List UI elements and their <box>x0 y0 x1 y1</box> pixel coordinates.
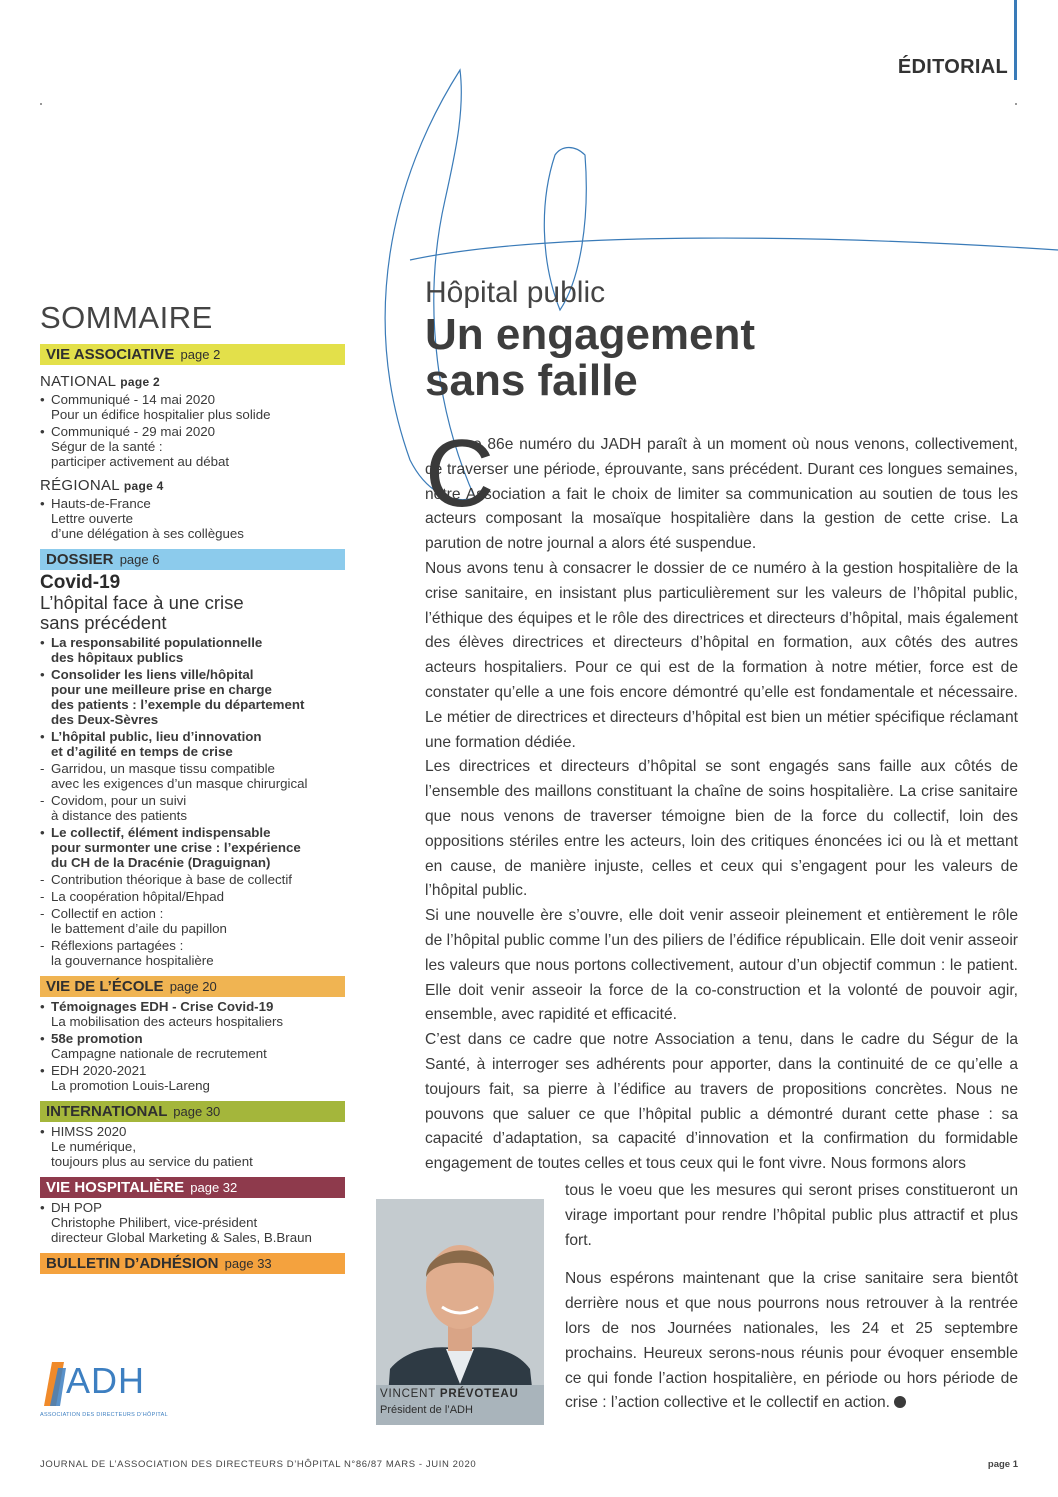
adh-logo-text: ADH <box>66 1360 146 1401</box>
item-subtitle: la gouvernance hospitalière <box>51 953 214 968</box>
bullet-marker: - <box>40 793 45 808</box>
end-mark-icon <box>894 1396 906 1408</box>
item-title: Covidom, pour un suivi <box>51 793 187 808</box>
item-subtitle: avec les exigences d’un masque chirurgical <box>51 776 308 791</box>
footer-journal-title: JOURNAL DE L’ASSOCIATION DES DIRECTEURS D’HÔPITAL N°86/87 MARS - JUIN 2020 <box>40 1459 477 1470</box>
bullet-marker: • <box>40 667 45 682</box>
section-bar-label: VIE HOSPITALIÈRE <box>46 1179 185 1196</box>
bullet-marker: • <box>40 1031 45 1046</box>
item-subtitle: Campagne nationale de recrutement <box>51 1046 267 1061</box>
article-paragraph <box>425 420 1018 557</box>
bullet-marker: • <box>40 1200 45 1215</box>
bullet-marker: • <box>40 496 45 511</box>
item-title: Le collectif, élément indispensable <box>51 825 271 840</box>
item-subtitle: Pour un édifice hospitalier plus solide <box>51 407 271 422</box>
section-label: ÉDITORIAL <box>897 56 1008 78</box>
bullet-marker: • <box>40 1063 45 1078</box>
sommaire-panel <box>40 300 345 1274</box>
adh-logo-tagline: ASSOCIATION DES DIRECTEURS D’HÔPITAL <box>40 1412 168 1418</box>
section-bar-label: BULLETIN D’ADHÉSION <box>46 1255 219 1272</box>
item-title: HIMSS 2020 <box>51 1124 127 1139</box>
subsection-page: page 4 <box>123 479 164 493</box>
article-body-narrow <box>565 1179 1018 1430</box>
article-paragraph: Si une nouvelle ère s’ouvre, elle doit venir asseoir pleinement et entièrement le rôle de l’hôpital public comme l’un des piliers de l’édifice républicain. Elle doit venir asseoir les valeurs que nous portons collectivement, autour d’un objectif commun : le patient. Elle doit venir asseoir la force de la co-construction et la volonté de pouvoir agir, ensemble, avec rapidité et efficacité. <box>425 907 1018 1024</box>
item-title: Réflexions partagées : <box>51 938 184 953</box>
item-subtitle: Lettre ouverte <box>51 511 134 526</box>
bullet-marker: - <box>40 938 45 953</box>
headline-line: Un engagement <box>425 310 756 359</box>
bullet-marker: - <box>40 906 45 921</box>
list-item[interactable] <box>40 825 345 870</box>
item-subtitle: pour une meilleure prise en charge <box>51 682 272 697</box>
dossier-list <box>40 635 345 968</box>
bullet-marker: - <box>40 889 45 904</box>
bullet-marker: • <box>40 999 45 1014</box>
bullet-marker: - <box>40 872 45 887</box>
dossier-title: Covid-19 <box>40 572 121 593</box>
item-subtitle: participer activement au débat <box>51 454 230 469</box>
bullet-marker: • <box>40 424 45 439</box>
section-bar-vie-associative[interactable] <box>40 344 345 365</box>
subsection-label: NATIONAL <box>40 373 116 390</box>
list-item[interactable] <box>40 889 345 904</box>
item-subtitle: d’une délégation à ses collègues <box>51 526 244 541</box>
item-title: L’hôpital public, lieu d’innovation <box>51 729 262 744</box>
headline-line: sans faille <box>425 356 638 405</box>
bullet-marker: • <box>40 635 45 650</box>
list-item[interactable] <box>40 793 345 823</box>
item-subtitle: du CH de la Dracénie (Draguignan) <box>51 855 271 870</box>
item-subtitle: Ségur de la santé : <box>51 439 163 454</box>
sommaire-title: SOMMAIRE <box>40 300 213 335</box>
item-title: DH POP <box>51 1200 102 1215</box>
article-paragraph <box>565 1267 1018 1416</box>
list-item[interactable] <box>40 635 345 665</box>
subsection-page: page 2 <box>120 375 161 389</box>
list-item[interactable] <box>40 1031 345 1061</box>
subsection-national <box>40 373 345 390</box>
caption-last-name: PRÉVOTEAU <box>439 1388 519 1400</box>
item-subtitle: à distance des patients <box>51 808 188 823</box>
list-item[interactable] <box>40 729 345 759</box>
list-item[interactable] <box>40 1200 345 1245</box>
item-subtitle: Christophe Philibert, vice-président <box>51 1215 258 1230</box>
article-paragraph: Les directrices et directeurs d’hôpital se sont engagés sans faille aux côtés de l’ensemble des maillons constituant la chaîne de soins hospitalière. La crise sanitaire que nous venons de traverser témoigne bien de la force du collectif, loin des oppositions stériles entre les acteurs, loin des critiques énoncées ici ou là et mettant en cause, de manière injuste, celles et ceux qui s’engagent pour les valeurs de l’hôpital public. <box>425 758 1018 900</box>
dossier-subtitle: sans précédent <box>40 612 167 633</box>
list-item[interactable] <box>40 872 345 887</box>
item-title: 58e promotion <box>51 1031 143 1046</box>
section-bar-international[interactable] <box>40 1101 345 1122</box>
item-title: Contribution théorique à base de collectif <box>51 872 292 887</box>
list-item[interactable] <box>40 1124 345 1169</box>
item-subtitle: des patients : l’exemple du département <box>51 697 305 712</box>
item-title: La responsabilité populationnelle <box>51 635 263 650</box>
section-bar-vie-ecole[interactable] <box>40 976 345 997</box>
drop-cap: C <box>425 420 495 527</box>
subsection-regional <box>40 477 345 494</box>
adh-logo <box>40 1358 180 1428</box>
article-paragraph: C’est dans ce cadre que notre Association a tenu, dans le cadre du Ségur de la Santé, à interroger ses adhérents pour apporter, dans la continuité de ce qu’elle a toujours fait, sa pierre à l’édifice au travers de propositions concrètes. Nous ne pouvons que saluer ce que l’hôpital public a démontré durant cette phase : sa capacité d’adaptation, sa capacité d’innovation et la confirmation du formidable engagement de toutes celles et tous ceux qui le font vivre. Nous formons alors <box>425 1031 1018 1173</box>
section-bar-vie-hospitaliere[interactable] <box>40 1177 345 1198</box>
bullet-marker: • <box>40 729 45 744</box>
section-bar-label: VIE DE L’ÉCOLE <box>46 978 164 995</box>
section-bar-page: page 33 <box>224 1256 272 1271</box>
item-subtitle: Le numérique, <box>51 1139 137 1154</box>
paragraph-text: e 86e numéro du JADH paraît à un moment où nous venons, collectivement, de traverser une période, éprouvante, sans précédent. Durant ces longues semaines, notre Association a fait le choix de limiter sa communication au soutien de tous les acteurs composant la mosaïque hospitalière dans la gestion de cette crise. La parution de notre journal a alors été suspendue. <box>425 436 1018 553</box>
section-bar-page: page 32 <box>190 1180 238 1195</box>
item-title: Communiqué - 29 mai 2020 <box>51 424 216 439</box>
section-bar-label: DOSSIER <box>46 551 114 568</box>
item-title: Témoignages EDH - Crise Covid-19 <box>51 999 274 1014</box>
section-bar-label: INTERNATIONAL <box>46 1103 168 1120</box>
photo-caption-role: Président de l’ADH <box>380 1404 473 1416</box>
caption-first-name: VINCENT <box>380 1388 436 1400</box>
footer-page-number: page 1 <box>987 1459 1018 1470</box>
list-item[interactable] <box>40 424 345 469</box>
article-paragraph: Nous avons tenu à consacrer le dossier de ce numéro à la gestion hospitalière de la crise sanitaire, en insistant plus particulièrement sur les valeurs de l’hôpital public, l’éthique des équipes et le rôle des directrices et directeurs d’hôpital, mais également des élèves directrices et directeurs d’hôpital en formation, aux côtés des autres acteurs hospitaliers. Pour ce qui est de la formation à notre métier, force est de constater qu’elle a une fois encore démontré qu’elle est fondamentale et nécessaire. Le métier de directrices et directeurs d’hôpital est bien un métier spécifique réclamant une formation dédiée. <box>425 559 1018 751</box>
list-item[interactable] <box>40 667 345 727</box>
list-item[interactable] <box>40 906 345 936</box>
list-item[interactable] <box>40 761 345 791</box>
section-bar-page: page 20 <box>169 979 217 994</box>
item-subtitle: La promotion Louis-Lareng <box>51 1078 210 1093</box>
item-title: Consolider les liens ville/hôpital <box>51 667 254 682</box>
item-subtitle: La mobilisation des acteurs hospitaliers <box>51 1014 284 1029</box>
list-item[interactable] <box>40 999 345 1029</box>
section-bar-page: page 30 <box>173 1104 221 1119</box>
bullet-marker: - <box>40 761 45 776</box>
item-title: La coopération hôpital/Ehpad <box>51 889 224 904</box>
article-kicker: Hôpital public <box>425 276 606 309</box>
item-title: Garridou, un masque tissu compatible <box>51 761 275 776</box>
photo-caption-name <box>380 1388 519 1400</box>
section-bar-bulletin[interactable] <box>40 1253 345 1274</box>
paragraph-text: Nous espérons maintenant que la crise sanitaire sera bientôt derrière nous et que nous pourrons nous retrouver à la rentrée lors de nos Journées nationales, les 24 et 25 septembre prochains. Heureux serons-nous réunis pour évoquer ensemble ce qui fonde l’action hospitalière, en période ou hors période de crise : l’action collective et le collectif en action. <box>565 1270 1018 1412</box>
bullet-marker: • <box>40 1124 45 1139</box>
section-bar-label: VIE ASSOCIATIVE <box>46 346 175 363</box>
list-item[interactable] <box>40 1063 345 1093</box>
item-subtitle: des Deux-Sèvres <box>51 712 159 727</box>
item-subtitle: pour surmonter une crise : l’expérience <box>51 840 301 855</box>
article-paragraph: tous le voeu que les mesures qui seront prises constitueront un virage important pour rendre l’hôpital public plus attractif et plus fort. <box>565 1182 1018 1249</box>
item-title: EDH 2020-2021 <box>51 1063 147 1078</box>
bullet-marker: • <box>40 392 45 407</box>
subsection-label: RÉGIONAL <box>40 477 120 494</box>
item-subtitle: le battement d’aile du papillon <box>51 921 227 936</box>
list-item[interactable] <box>40 392 345 422</box>
list-item[interactable] <box>40 496 345 541</box>
item-title: Communiqué - 14 mai 2020 <box>51 392 216 407</box>
item-subtitle: toujours plus au service du patient <box>51 1154 253 1169</box>
item-subtitle: des hôpitaux publics <box>51 650 184 665</box>
section-bar-page: page 2 <box>180 347 221 362</box>
list-item[interactable] <box>40 938 345 968</box>
crop-mark <box>40 103 42 105</box>
article-headline <box>425 312 985 404</box>
section-bar-dossier[interactable] <box>40 549 345 570</box>
bullet-marker: • <box>40 825 45 840</box>
item-subtitle: directeur Global Marketing & Sales, B.Braun <box>51 1230 312 1245</box>
item-title: Hauts-de-France <box>51 496 151 511</box>
dossier-subtitle: L’hôpital face à une crise <box>40 592 244 613</box>
item-subtitle: et d’agilité en temps de crise <box>51 744 233 759</box>
section-bar-page: page 6 <box>119 552 160 567</box>
item-title: Collectif en action : <box>51 906 164 921</box>
article-body <box>425 420 1018 1177</box>
